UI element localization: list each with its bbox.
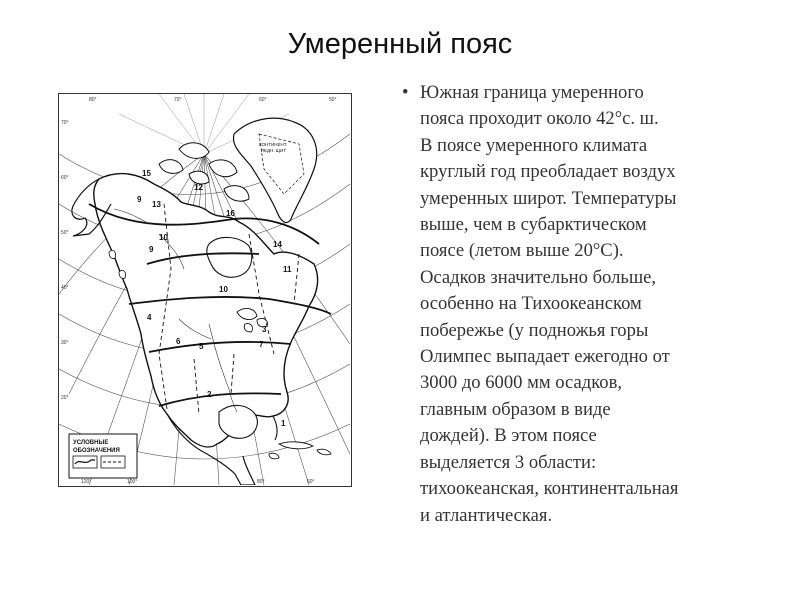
- region-label-3: 3: [262, 325, 267, 334]
- greenland-label-line2: ЛЕДН. ЩИТ: [261, 148, 286, 153]
- text-line: дождей). В этом поясе: [420, 425, 597, 447]
- top-degree-2: 70°: [174, 97, 182, 103]
- greenland-outline: [233, 118, 316, 222]
- text-line: выше, чем в субарктическом: [420, 214, 647, 236]
- text-line: и атлантическая.: [420, 504, 553, 526]
- left-degree-3: 50°: [61, 230, 69, 236]
- region-label-4: 4: [147, 313, 152, 322]
- arctic-islands: [159, 143, 249, 201]
- text-line: особенно на Тихоокеанском: [420, 293, 642, 315]
- text-line: выделяется 3 области:: [420, 451, 597, 473]
- region-label-10a: 10: [159, 233, 168, 242]
- region-label-1: 1: [281, 419, 286, 428]
- text-line: умеренных широт. Температуры: [420, 187, 677, 209]
- text-line: пояса проходит около 42°с. ш.: [420, 108, 659, 130]
- region-label-16: 16: [226, 209, 235, 218]
- text-line: тихоокеанская, континентальная: [420, 478, 679, 500]
- text-line: Осадков значительно больше,: [420, 266, 657, 288]
- bottom-degree-4: 60°: [307, 479, 315, 485]
- north-america-climate-map: [58, 93, 352, 487]
- region-label-12: 12: [194, 183, 203, 192]
- top-degree-3: 60°: [259, 97, 267, 103]
- region-label-5: 5: [199, 342, 204, 351]
- left-degree-4: 40°: [61, 285, 69, 291]
- region-label-14: 14: [273, 240, 282, 249]
- text-line: поясе (летом выше 20°С).: [420, 240, 624, 262]
- left-degree-2: 60°: [61, 175, 69, 181]
- text-line: В поясе умеренного климата: [420, 134, 648, 156]
- text-line: Южная граница умеренного: [420, 82, 644, 103]
- region-label-9a: 9: [137, 195, 142, 204]
- climate-description: [420, 80, 760, 529]
- left-degree-6: 20°: [61, 395, 69, 401]
- text-line: побережье (у подножья горы: [420, 319, 649, 341]
- region-label-2: 2: [207, 390, 212, 399]
- bullet-marker: •: [402, 82, 409, 103]
- bottom-degree-1: 120°: [81, 479, 92, 485]
- text-line: главным образом в виде: [420, 398, 611, 420]
- left-degree-1: 70°: [61, 120, 69, 126]
- legend-title-line2: ОБОЗНАЧЕНИЯ: [73, 448, 120, 454]
- text-line: Олимпес выпадает ежегодно от: [420, 346, 670, 368]
- florida: [273, 416, 277, 440]
- text-line: 3000 до 6000 мм осадков,: [420, 372, 623, 394]
- region-label-10b: 10: [219, 285, 228, 294]
- region-label-7: 7: [259, 340, 264, 349]
- region-label-15: 15: [142, 169, 151, 178]
- legend-title-line1: УСЛОВНЫЕ: [73, 440, 109, 446]
- bottom-degree-2: 100°: [127, 479, 138, 485]
- map-drawing: [59, 94, 350, 485]
- map-legend: [69, 434, 137, 478]
- left-degree-5: 30°: [61, 340, 69, 346]
- region-label-11: 11: [283, 265, 292, 274]
- slide-title: Умеренный пояс: [287, 28, 513, 60]
- top-degree-1: 80°: [89, 97, 97, 103]
- gulf-of-mexico: [219, 405, 257, 438]
- text-line: круглый год преобладает воздух: [420, 161, 676, 183]
- bottom-degree-3: 80°: [257, 479, 265, 485]
- region-label-6: 6: [176, 337, 181, 346]
- region-label-9b: 9: [149, 245, 154, 254]
- top-degree-4: 50°: [329, 97, 337, 103]
- region-label-13: 13: [152, 200, 161, 209]
- greenland-label-line1: КОНТИНЕНТ.: [259, 142, 288, 147]
